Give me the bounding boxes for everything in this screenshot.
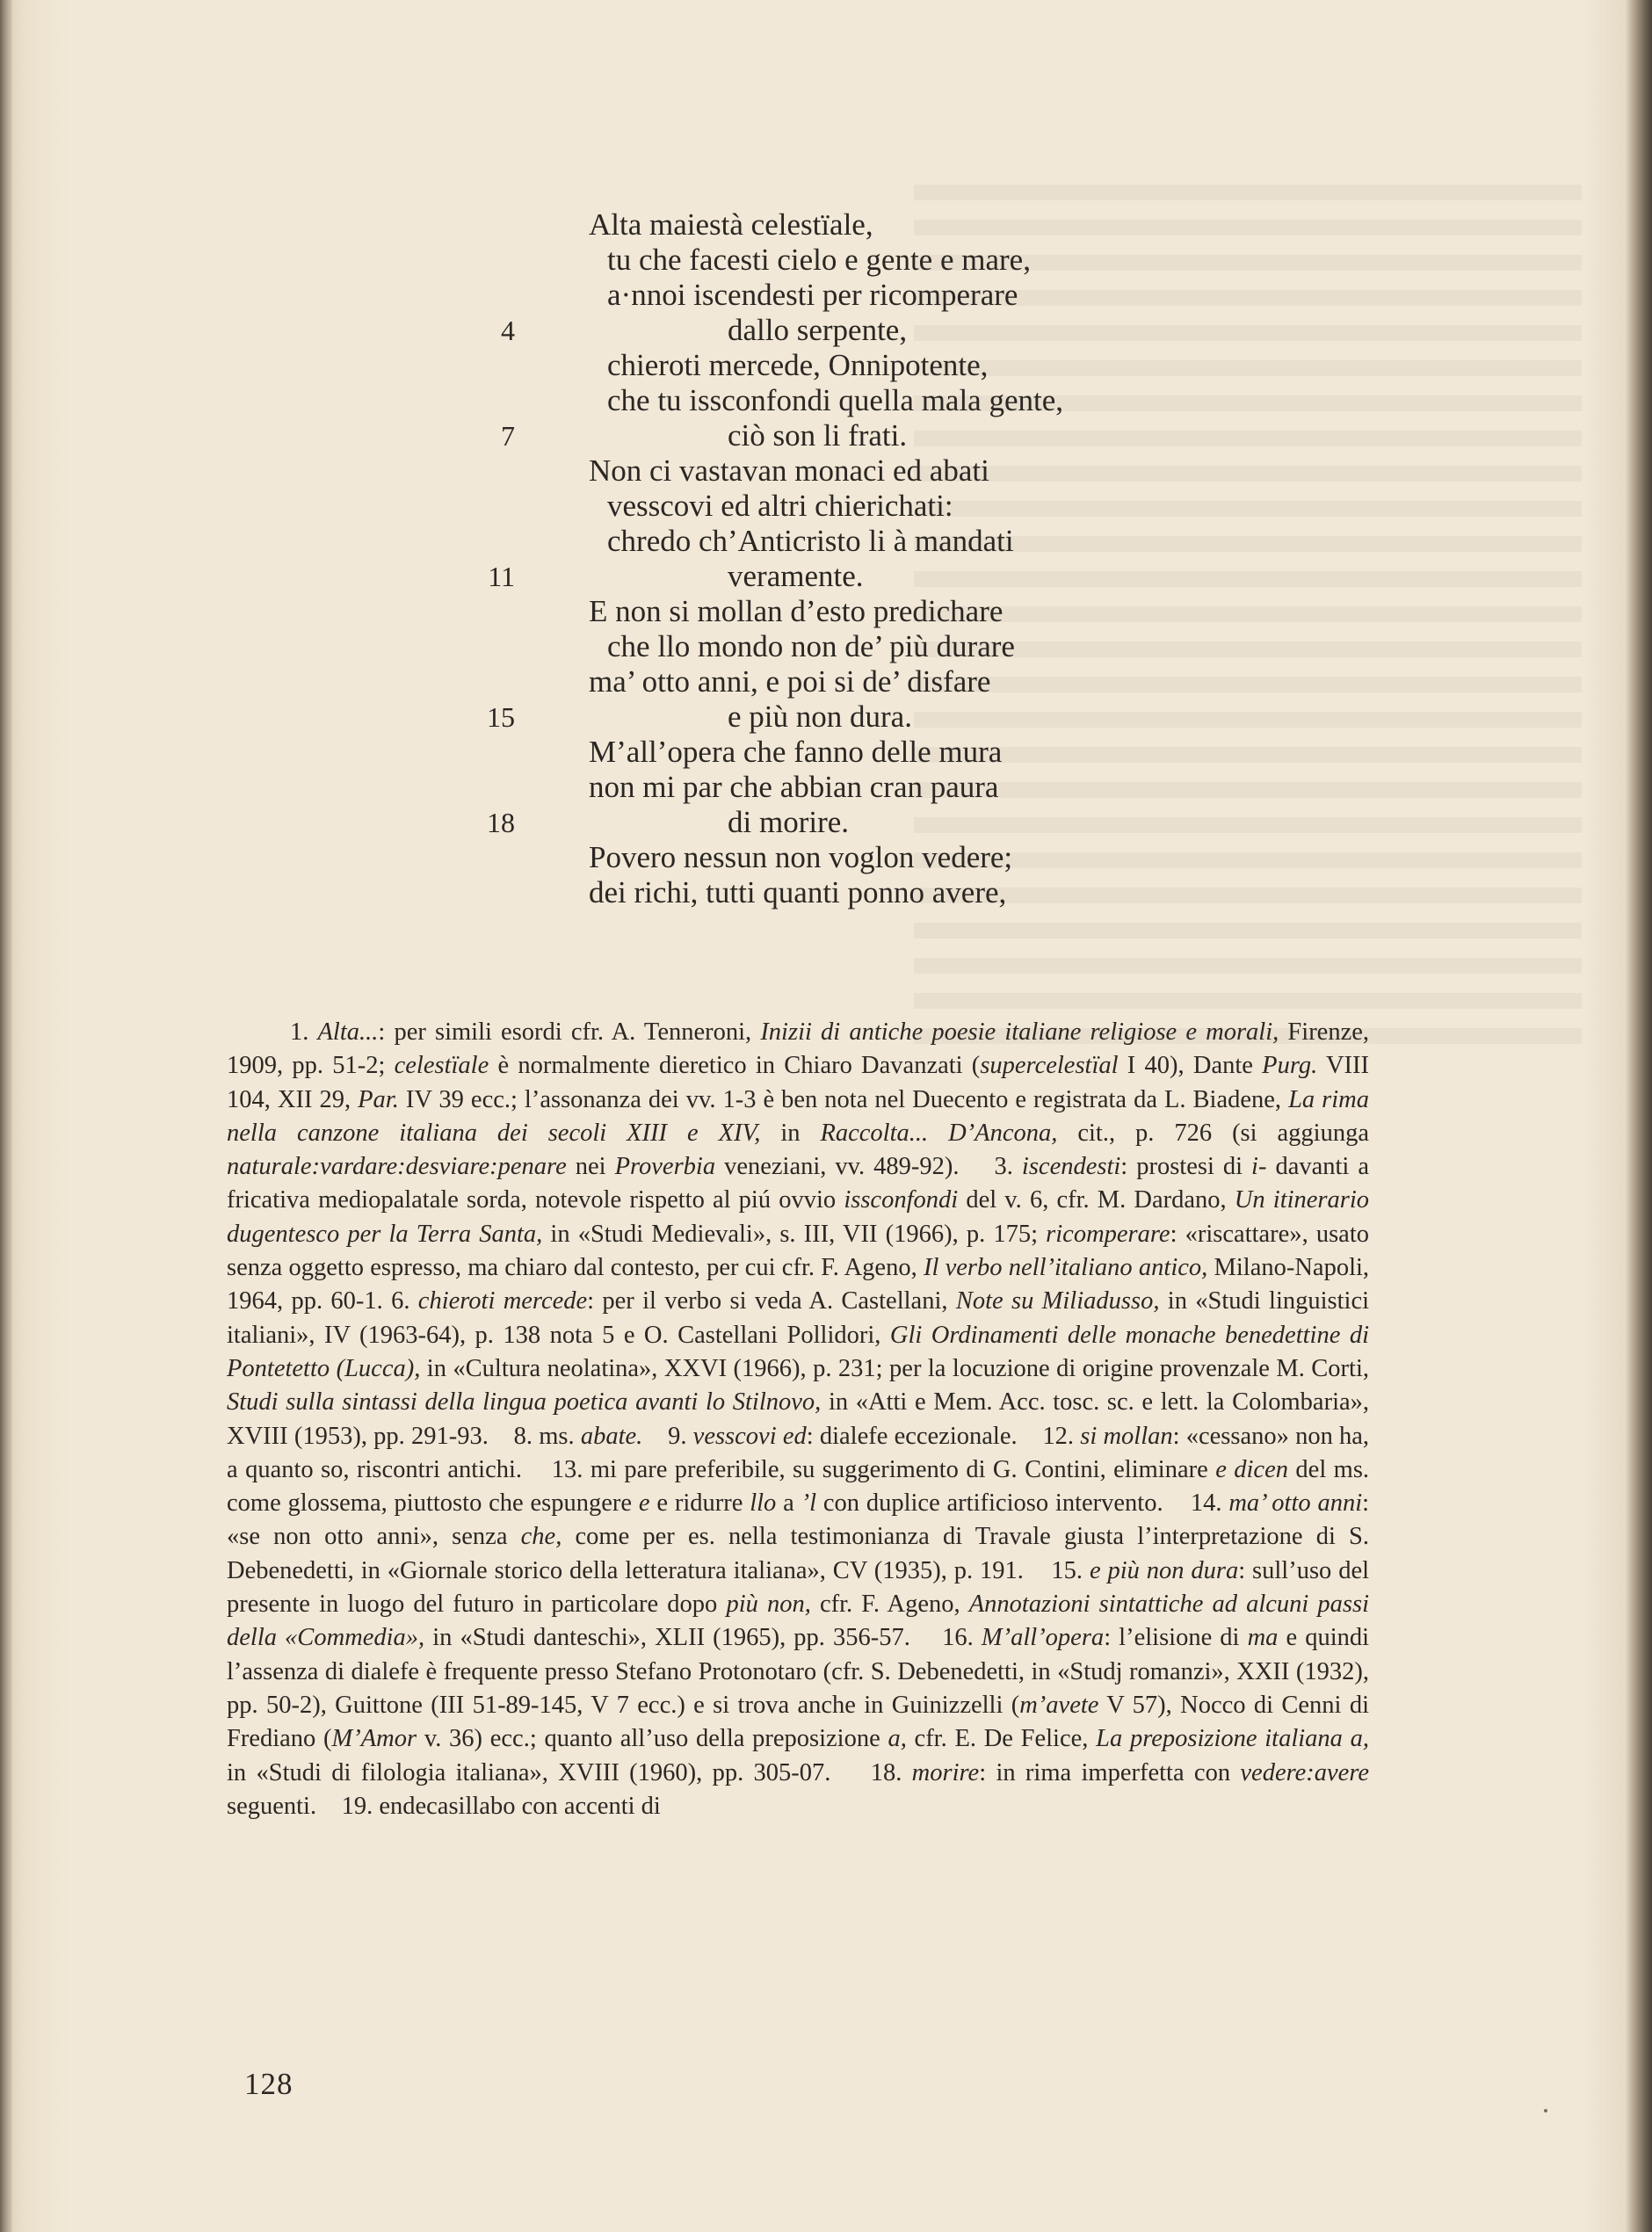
verse-line [466,594,1344,629]
verse-line [466,770,1344,805]
verse-line [466,418,1344,453]
verse-text: Alta maiestà celestïale, [589,207,873,242]
verse-text: ciò son li frati. [728,418,908,453]
verse-text: tu che facesti cielo e gente e mare, [607,243,1031,277]
verse-text: che tu issconfondi quella mala gente, [607,383,1064,417]
verse-line [466,278,1344,313]
verse-line [466,453,1344,489]
paper-speck [1544,2109,1547,2112]
verse-text: veramente. [728,559,864,593]
verse-text: e più non dura. [728,699,912,734]
verse-line [466,805,1344,840]
page-number: 128 [244,2067,293,2101]
verse-number: 18 [487,807,515,838]
verse-line [466,207,1344,243]
verse-text: E non si mollan d’esto predichare [589,594,1004,628]
verse-text: M’all’opera che fanno delle mura [589,735,1003,769]
verse-text: non mi par che abbian cran paura [589,770,999,804]
verse-number: 11 [488,561,515,592]
verse-line [466,383,1344,418]
verse-number: 4 [501,315,515,346]
verse-line [466,489,1344,524]
verse-line [466,348,1344,383]
poem-text [466,207,1344,910]
verse-line [466,243,1344,278]
verse-text: Povero nessun non voglon vedere; [589,840,1013,874]
verse-text: ma’ otto anni, e poi si de’ disfare [589,664,991,699]
footnotes [227,1016,1369,1823]
verse-text: Non ci vastavan monaci ed abati [589,453,989,488]
page-edge-shadow [1626,0,1652,2232]
verse-text: vesscovi ed altri chierichati: [607,489,953,523]
verse-text: chredo ch’Anticristo li à mandati [607,524,1014,558]
verse-line [466,629,1344,664]
verse-number: 15 [487,701,515,733]
verse-line [466,699,1344,735]
verse-line [466,559,1344,594]
verse-line [466,875,1344,910]
verse-line [466,735,1344,770]
verse-text: dei richi, tutti quanti ponno avere, [589,875,1007,909]
verse-text: di morire. [728,805,850,839]
verse-line [466,313,1344,348]
verse-line [466,664,1344,699]
verse-number: 7 [501,420,515,452]
footnote-block: 1. Alta...: per simili esordi cfr. A. Tenneroni, Inizii di antiche poesie italiane religiose e morali, Firenze, 1909, pp. 51-2; celestïale è normalmente dieretico in Chiaro Davanzati (supercelestïal I 40), Dante Purg. VIII 104, XII 29, Par. IV 39 ecc.; l’assonanza dei vv. 1-3 è ben nota nel Duecento e registrata da L. Biadene, La rima nella canzone italiana dei secoli XIII e XIV, in Raccolta... D’Ancona, cit., p. 726 (si aggiunga naturale:vardare:desviare:penare nei Proverbia veneziani, vv. 489-92). 3. iscendesti: prostesi di i- davanti a fricativa mediopalatale sorda, notevole rispetto al piú ovvio issconfondi del v. 6, cfr. M. Dardano, Un itinerario dugentesco per la Terra Santa, in «Studi Medievali», s. III, VII (1966), p. 175; ricomperare: «riscattare», usato senza oggetto espresso, ma chiaro dal contesto, per cui cfr. F. Ageno, Il verbo nell’italiano antico, Milano-Napoli, 1964, pp. 60-1. 6. chieroti mercede: per il verbo si veda A. Castellani, Note su Miliadusso, in «Studi linguistici italiani», IV (1963-64), p. 138 nota 5 e O. Castellani Pollidori, Gli Ordinamenti delle monache benedettine di Pontetetto (Lucca), in «Cultura neolatina», XXVI (1966), p. 231; per la locuzione di origine provenzale M. Corti, Studi sulla sintassi della lingua poetica avanti lo Stilnovo, in «Atti e Mem. Acc. tosc. sc. e lett. la Colombaria», XVIII (1953), pp. 291-93. 8. ms. abate. 9. vesscovi ed: dialefe eccezionale. 12. si mollan: «cessano» non ha, a quanto so, riscontri antichi. 13. mi pare preferibile, su suggerimento di G. Contini, eliminare e dicen del ms. come glossema, piuttosto che espungere e e ridurre llo a ’l con duplice artificioso intervento. 14. ma’ otto anni: «se non otto anni», senza che, come per es. nella testimonianza di Travale giusta l’interpretazione di S. Debenedetti, in «Giornale storico della letteratura italiana», CV (1935), p. 191. 15. e più non dura: sull’uso del presente in luogo del futuro in particolare dopo più non, cfr. F. Ageno, Annotazioni sintattiche ad alcuni passi della «Commedia», in «Studi danteschi», XLII (1965), pp. 356-57. 16. M’all’opera: l’elisione di ma e quindi l’assenza di dialefe è frequente presso Stefano Protonotaro (cfr. S. Debenedetti, in «Studj romanzi», XXII (1932), pp. 50-2), Guittone (III 51-89-145, V 7 ecc.) e si trova anche in Guinizzelli (m’avete V 57), Nocco di Cenni di Frediano (M’Amor v. 36) ecc.; quanto all’uso della preposizione a, cfr. E. De Felice, La preposizione italiana a, in «Studi di filologia italiana», XVIII (1960), pp. 305-07. 18. morire: in rima imperfetta con vedere:avere seguenti. 19. endecasillabo con accenti di [227,1018,1370,1820]
verse-line [466,840,1344,875]
verse-text: che llo mondo non de’ più durare [607,629,1015,663]
verse-text: chieroti mercede, Onnipotente, [607,348,989,382]
verse-line [466,524,1344,559]
verse-text: dallo serpente, [728,313,908,347]
verse-text: a·nnoi iscendesti per ricomperare [607,278,1018,312]
page-gutter-shadow [0,0,12,2232]
